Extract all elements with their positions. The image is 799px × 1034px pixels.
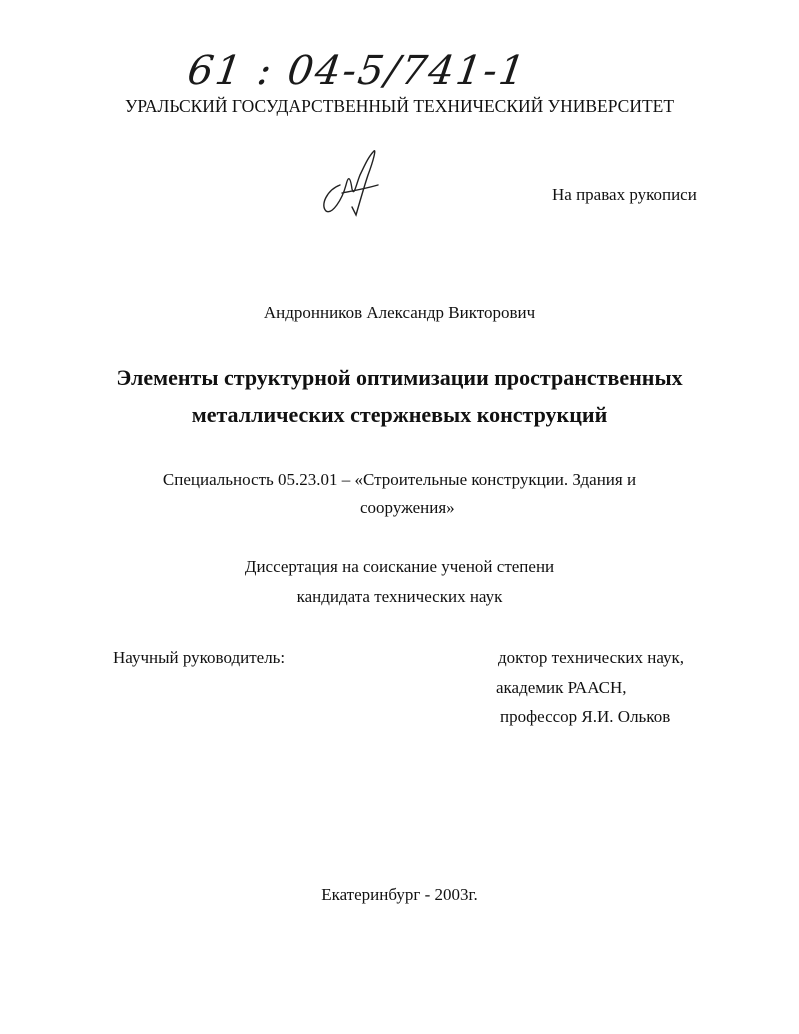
university-name: УРАЛЬСКИЙ ГОСУДАРСТВЕННЫЙ ТЕХНИЧЕСКИЙ УНИВЕРСИТЕТ [124, 96, 675, 116]
dissertation-title-line-2: металлических стержневых конструкций [191, 402, 608, 427]
degree-line-2: кандидата технических наук [296, 587, 503, 606]
author-name: Андронников Александр Викторович [263, 303, 536, 322]
handwritten-catalog-code: 61 : 04-5/741-1 [184, 48, 530, 94]
advisor-name: профессор Я.И. Ольков [500, 707, 671, 726]
manuscript-note: На правах рукописи [552, 185, 697, 204]
specialty-line-2: сооружения» [360, 498, 455, 517]
advisor-label: Научный руководитель: [113, 648, 286, 667]
advisor-academic-title: академик РААСН, [496, 678, 627, 697]
specialty-line-1: Специальность 05.23.01 – «Строительные конструкции. Здания и [162, 470, 637, 489]
degree-line-1: Диссертация на соискание ученой степени [244, 557, 555, 576]
dissertation-title-line-1: Элементы структурной оптимизации пространственных [116, 365, 683, 390]
city-year: Екатеринбург - 2003г. [321, 885, 478, 904]
signature [312, 145, 392, 220]
advisor-degree: доктор технических наук, [498, 648, 685, 667]
